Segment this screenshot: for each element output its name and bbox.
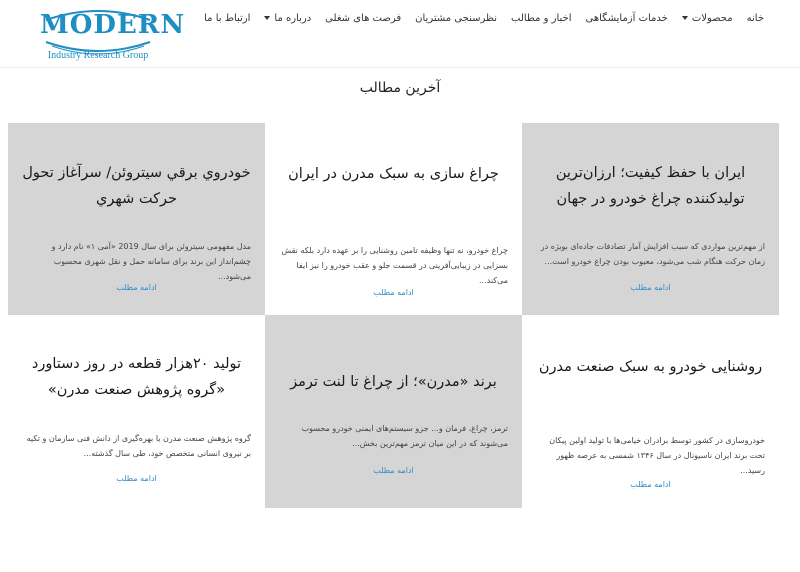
read-more-link[interactable]: ادامه مطلب: [630, 283, 671, 292]
nav-label: خدمات آزمایشگاهی: [585, 12, 668, 24]
post-card: [522, 315, 779, 508]
post-excerpt: از مهم‌ترین مواردی که سبب افزایش آمار تصادفات جاده‌ای بویژه در زمان حرکت هنگام شب می‌شود، معیوب بودن چراغ خودرو است...: [540, 242, 765, 266]
nav-item-about[interactable]: [264, 13, 311, 24]
post-card: [265, 315, 522, 508]
read-more-link[interactable]: ادامه مطلب: [373, 466, 414, 475]
nav-label: خانه: [746, 12, 764, 24]
nav-item-news[interactable]: [511, 13, 572, 24]
nav-label: درباره ما: [274, 12, 312, 24]
post-excerpt: گروه پژوهش صنعت مدرن با بهره‌گیری از دانش فنی سازمان و تکیه بر نیروی انسانی متخصص خود، طی سال گذشته...: [26, 434, 251, 458]
post-title[interactable]: چراغ سازی به سبک مدرن در ایران: [288, 166, 499, 182]
post-excerpt: چراغ خودرو، نه تنها وظیفه تامین روشنایی را بر عهده دارد بلکه نقش بسزایی در زیبایی‌آفرینی در قسمت جلو و عقب خودرو را نیز ایفا می‌کند...: [281, 246, 508, 285]
post-title[interactable]: ایران با حفظ کیفیت؛ ارزان‌ترین تولیدکننده چراغ خودرو در جهان: [555, 165, 746, 207]
post-card: [522, 123, 779, 315]
post-title[interactable]: خودروي برقي سيتروئن/ سرآغاز تحول حرکت شهري: [22, 165, 251, 207]
nav-label: نظرسنجی مشتریان: [415, 12, 497, 24]
nav-label: فرصت های شغلی: [325, 12, 402, 24]
chevron-down-icon: [682, 16, 688, 20]
nav-item-lab-services[interactable]: [586, 13, 668, 24]
post-card: [8, 315, 265, 508]
logo-subtitle: Industry Research Group: [47, 50, 149, 61]
logo-title: MODERN: [40, 10, 186, 40]
nav-label: ارتباط با ما: [204, 12, 251, 24]
read-more-link[interactable]: ادامه مطلب: [373, 288, 414, 297]
nav-label: محصولات: [691, 12, 733, 24]
read-more-link[interactable]: ادامه مطلب: [116, 474, 157, 483]
chevron-down-icon: [264, 16, 270, 20]
section-title: آخرین مطالب: [359, 80, 441, 96]
nav-item-contact[interactable]: [204, 13, 250, 24]
site-header: [0, 0, 800, 68]
site-logo[interactable]: [40, 6, 186, 64]
nav-item-jobs[interactable]: [325, 13, 401, 24]
post-title[interactable]: برند «مدرن»؛ از چراغ تا لنت ترمز: [290, 374, 497, 390]
nav-item-survey[interactable]: [415, 13, 497, 24]
post-title[interactable]: روشنایی خودرو به سبک صنعت مدرن: [538, 359, 763, 375]
read-more-link[interactable]: ادامه مطلب: [116, 283, 157, 292]
post-card: [8, 123, 265, 315]
post-card: [265, 123, 522, 315]
nav-label: اخبار و مطالب: [511, 12, 572, 24]
nav-item-home[interactable]: [747, 13, 764, 24]
nav-item-products[interactable]: [682, 13, 733, 24]
post-title[interactable]: تولید ۲۰هزار قطعه در روز دستاورد «گروه پژوهش صنعت مدرن»: [31, 356, 242, 398]
main-nav: [204, 10, 764, 26]
post-excerpt: خودروسازی در کشور توسط برادران خیامی‌ها با تولید اولین پیکان تحت برند ایران ناسیونال در سال ۱۳۴۶ شمسی به عرصه ظهور رسید...: [549, 436, 765, 475]
read-more-link[interactable]: ادامه مطلب: [630, 480, 671, 489]
post-excerpt: مدل مفهومی سیتروئن برای سال 2019 «آمی ۱» نام دارد و چشم‌انداز این برند برای سامانه حمل و نقل شهری محسوب می‌شود...: [51, 242, 251, 281]
post-excerpt: ترمز، چراغ، فرمان و... جزو سیستم‌های ایمنی خودرو محسوب می‌شوند که در این میان ترمز مهم‌ترین بخش...: [301, 424, 508, 448]
